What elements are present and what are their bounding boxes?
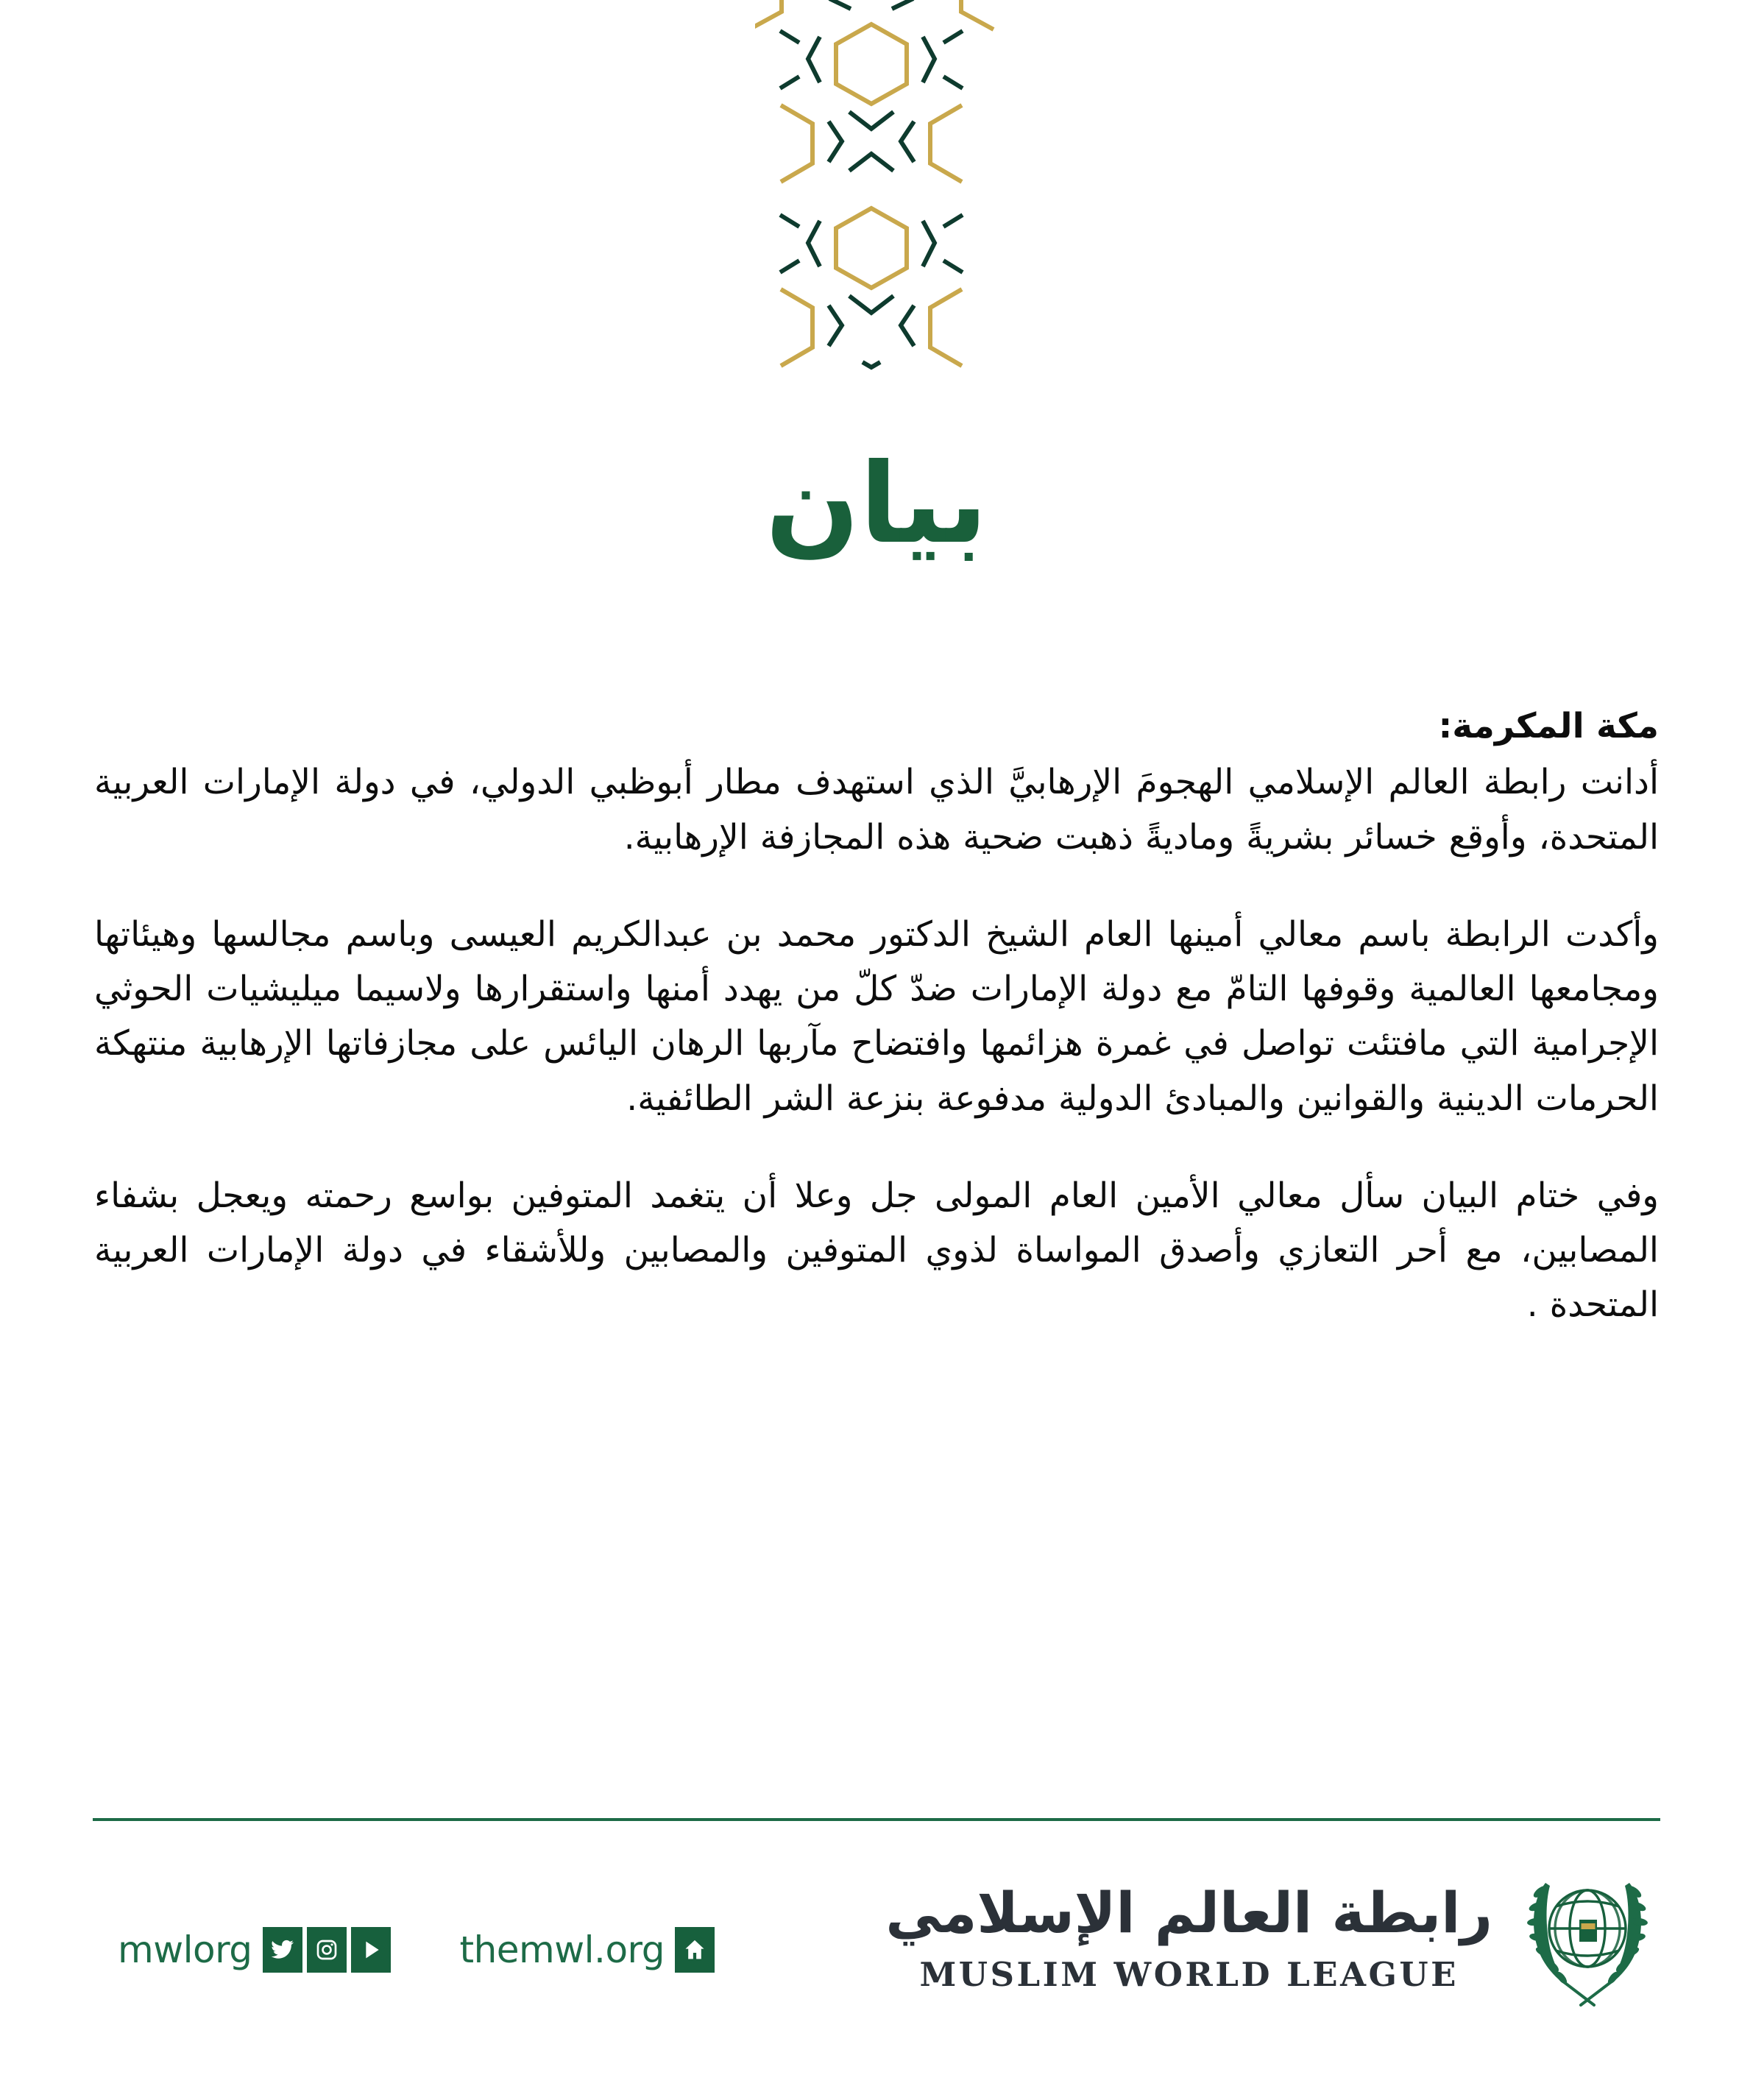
islamic-geometric-pattern-icon: [755, 0, 998, 375]
social-handle-group: [118, 1927, 395, 1973]
social-handle-label: mwlorg: [118, 1928, 252, 1971]
paragraph-2: وأكدت الرابطة باسم معالي أمينها العام الشيخ الدكتور محمد بن عبدالكريم العيسى وباسم مجالسها وهيئاتها ومجامعها العالمية وقوفها التامّ مع دولة الإمارات ضدّ كلّ من يهدد أمنها واستقرارها ولاسيما ميليشيات الحوثي الإجرامية التي مافتئت تواصل في غمرة هزائمها وافتضاح مآربها الرهان اليائس على مجازفاتها الإرهابية منتهكة الحرمات الدينية والقوانين والمبادئ الدولية مدفوعة بنزعة الشر الطائفية.: [94, 913, 1659, 1119]
mwl-logo: [885, 1864, 1657, 2011]
header-ornament: [755, 0, 998, 375]
website-group: [460, 1927, 719, 1973]
home-icon[interactable]: [675, 1927, 715, 1973]
footer-divider: [93, 1818, 1660, 1821]
logo-arabic-name: رابطة العالم الإسلامي: [885, 1879, 1492, 1945]
dateline: مكة المكرمة:: [1438, 706, 1659, 746]
website-label: themwl.org: [459, 1928, 665, 1971]
paragraph-1: أدانت رابطة العالم الإسلامي الهجومَ الإرهابيَّ الذي استهدف مطار أبوظبي الدولي، في دولة الإمارات العربية المتحدة، وأوقع خسائر بشريةً وماديةً ذهبت ضحية هذه المجازفة الإرهابية.: [94, 762, 1659, 858]
statement-body: [94, 703, 1659, 1333]
globe-laurel-emblem-icon: [1518, 1864, 1657, 2011]
youtube-icon[interactable]: [351, 1927, 391, 1973]
page-title: بيان: [765, 440, 988, 568]
footer: [0, 1840, 1753, 2090]
logo-text-column: [885, 1881, 1492, 1994]
instagram-icon[interactable]: [307, 1927, 347, 1973]
logo-latin-name: MUSLIM WORLD LEAGUE: [919, 1955, 1459, 1995]
paragraph-3: وفي ختام البيان سأل معالي الأمين العام المولى جل وعلا أن يتغمد المتوفين بواسع رحمته ويعجل بشفاء المصابين، مع أحر التعازي وأصدق المواساة لذوي المتوفين والمصابين وللأشقاء في دولة الإمارات العربية المتحدة .: [94, 1175, 1659, 1326]
footer-social-links: [118, 1927, 719, 1973]
twitter-icon[interactable]: [263, 1927, 302, 1973]
